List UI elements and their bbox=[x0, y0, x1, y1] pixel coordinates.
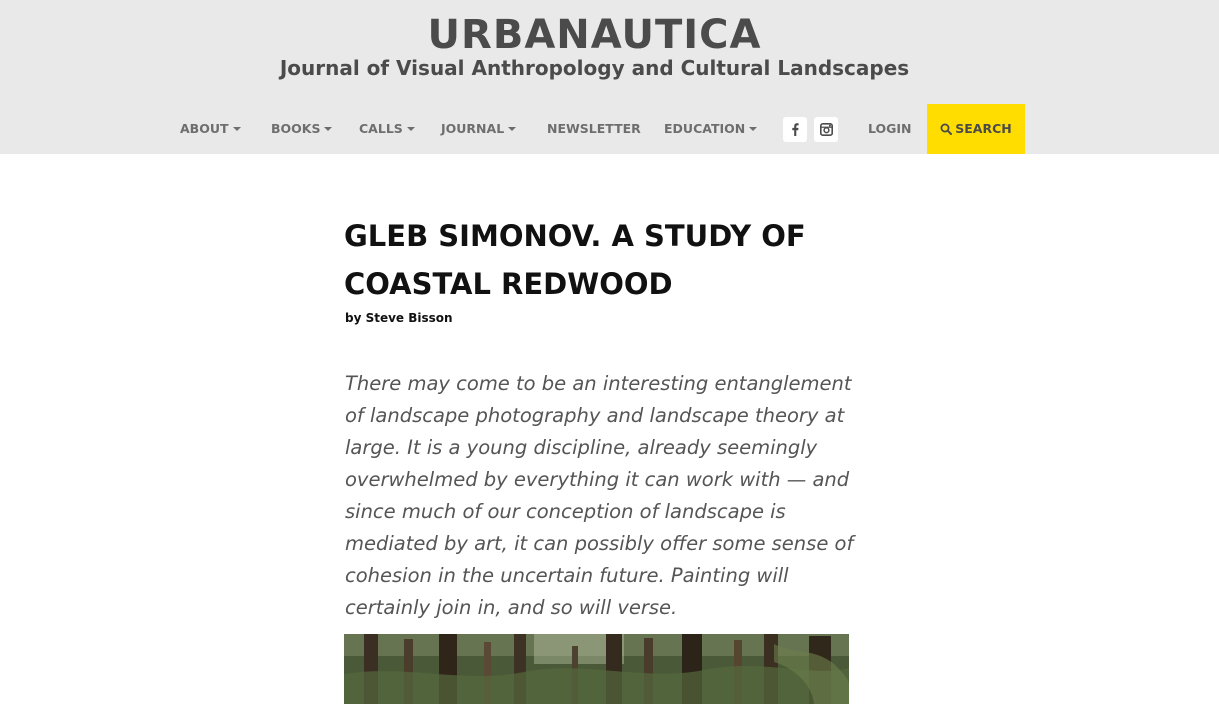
search-button[interactable] bbox=[927, 104, 1025, 154]
nav-item-label: CALLS bbox=[359, 121, 403, 136]
login-link[interactable] bbox=[868, 104, 912, 154]
login-label: LOGIN bbox=[868, 121, 912, 136]
main-nav bbox=[0, 104, 1219, 154]
instagram-icon bbox=[820, 123, 833, 136]
nav-item-label: EDUCATION bbox=[664, 121, 746, 136]
instagram-link[interactable] bbox=[814, 117, 838, 142]
nav-item-calls[interactable] bbox=[359, 104, 415, 154]
site-header bbox=[0, 0, 1219, 154]
article-hero-image bbox=[344, 634, 849, 704]
nav-item-label: JOURNAL bbox=[441, 121, 505, 136]
caret-down-icon bbox=[508, 127, 516, 131]
search-icon bbox=[940, 123, 952, 135]
nav-item-books[interactable] bbox=[271, 104, 332, 154]
article-lede: There may come to be an interesting entanglement of landscape photography and landscape theory at large. It is a young discipline, already seemingly overwhelmed by everything it can work with — and since much of our conception of landscape is mediated by art, it can possibly offer some sense of cohesion in the uncertain future. Painting will certainly join in, and so will verse. bbox=[345, 372, 854, 619]
facebook-icon bbox=[791, 123, 799, 136]
search-label: SEARCH bbox=[955, 121, 1012, 136]
nav-item-journal[interactable] bbox=[441, 104, 516, 154]
site-title[interactable]: URBANAUTICA bbox=[427, 12, 762, 58]
article-byline[interactable]: by Steve Bisson bbox=[345, 311, 453, 325]
article-title: GLEB SIMONOV. A STUDY OF COASTAL REDWOOD bbox=[344, 219, 806, 301]
caret-down-icon bbox=[407, 127, 415, 131]
caret-down-icon bbox=[233, 127, 241, 131]
caret-down-icon bbox=[749, 127, 757, 131]
nav-item-about[interactable] bbox=[180, 104, 241, 154]
nav-item-newsletter[interactable] bbox=[547, 104, 641, 154]
nav-item-label: ABOUT bbox=[180, 121, 229, 136]
facebook-link[interactable] bbox=[783, 117, 807, 142]
site-subtitle: Journal of Visual Anthropology and Cultural Landscapes bbox=[279, 56, 910, 80]
redwood-forest-photo bbox=[344, 634, 849, 704]
caret-down-icon bbox=[324, 127, 332, 131]
nav-item-education[interactable] bbox=[664, 104, 757, 154]
nav-item-label: BOOKS bbox=[271, 121, 321, 136]
nav-item-label: NEWSLETTER bbox=[547, 121, 641, 136]
